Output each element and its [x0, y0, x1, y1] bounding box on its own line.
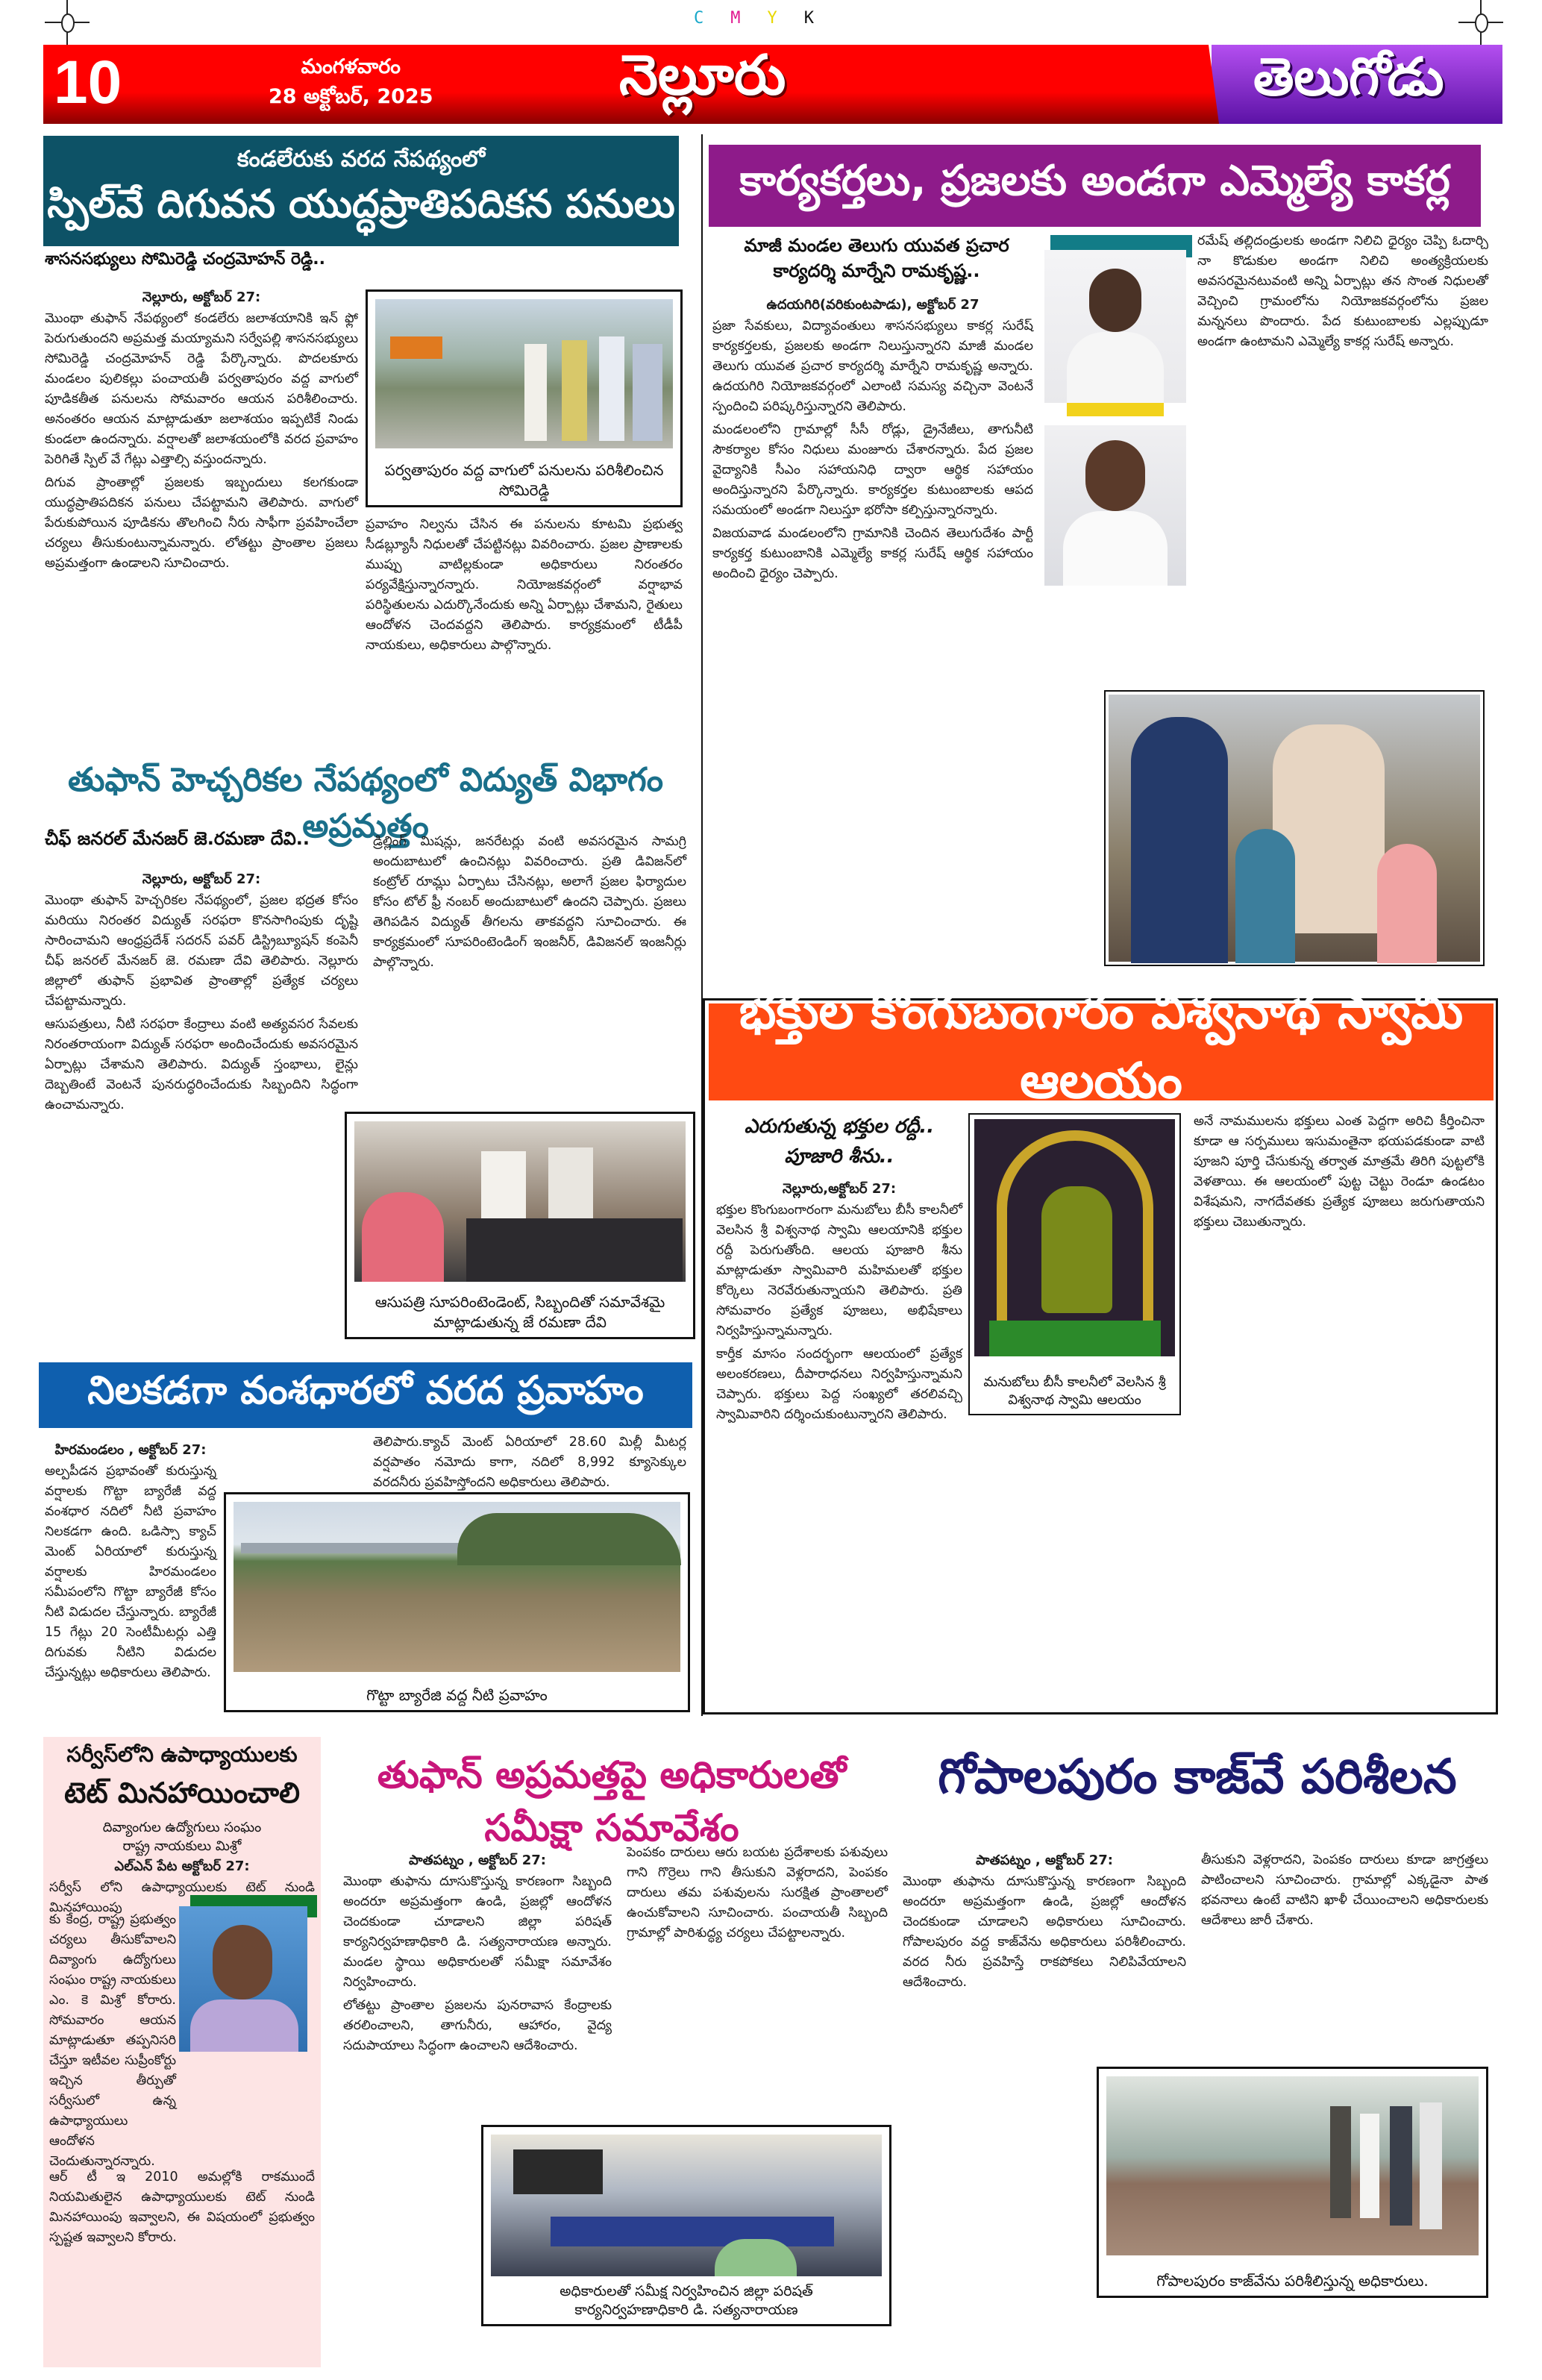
temple-subhead: [716, 1112, 962, 1171]
paragraph: మొంథా తుఫాను దూసుకొస్తున్న కారణంగా సిబ్బంది అందరూ అప్రమత్తంగా ఉండి, ప్రజల్లో ఆందోళన చెందకుండా చూడాలని జిల్లా పరిషత్ కార్యనిర్వహణాధికారి డి. సత్యనారాయణ అన్నారు. మండల స్థాయి అధికారులతో సమీక్షా సమావేశం నిర్వహించారు.: [343, 1874, 612, 1990]
table-shape: [551, 2217, 834, 2246]
paragraph: మండలంలోని గ్రామాల్లో సీసీ రోడ్లు, డ్రైనేజీలు, తాగునీటి సౌకర్యాల కోసం నిధులు మంజూరు చేశారన్నారు. పేద ప్రజల వైద్యానికి సీఎం సహాయనిధి ద్వారా ఆర్థిక సహాయం అందిస్తున్నారని పేర్కొన్నారు. కార్యకర్తల కుటుంబాలకు ఆపద సమయంలో అండగా నిలుస్తూ భరోసా కల్పిస్తున్నారన్నారు.: [712, 422, 1033, 518]
flood-photo: [224, 1492, 690, 1712]
face-shape: [213, 1925, 272, 1999]
photo-caption: మనుబోలు బీసీ కాలనీలో వెలసిన శ్రీ విశ్వనాథ స్వామి ఆలయం: [983, 1374, 1166, 1408]
temple-body-col2: [1194, 1112, 1485, 1236]
paragraph: సర్వీస్ లోని ఉపాధ్యాయులకు టెట్ నుండి మినహాయింపు: [49, 1880, 315, 1915]
barrage-image: [234, 1502, 680, 1672]
power-subhead: చీఫ్ జనరల్ మేనజర్ జె.రమణా దేవి..: [45, 828, 310, 849]
page-number: 10: [54, 48, 122, 116]
registration-mark-icon: [1458, 0, 1503, 45]
power-body-col2: [373, 832, 686, 976]
paragraph: అల్పపీడన ప్రభావంతో కురుస్తున్న వర్షాలకు గొట్టా బ్యారేజీ వద్ద వంశధార నదిలో నీటి ప్రవాహం నిలకడగా ఉంది. ఒడిస్సా క్యాచ్ మెంట్ ఏరియాలో కురుస్తున్న వర్షాలకు హిరమండలం సమీపంలోని గొట్టా బ్యారేజీ కోసం నీటి విడుదల చేస్తున్నారు. బ్యారేజీ 15 గేట్లు 20 సెంటీమీటర్లు ఎత్తి దిగువకు నీటిని విడుదల చేస్తున్నట్లు అధికారులు తెలిపారు.: [45, 1464, 216, 1680]
spillway-kicker: కండలేరుకు వరద నేపథ్యంలో: [236, 145, 486, 172]
review-body: [343, 1850, 612, 2059]
dateline: నెల్లూరు, అక్టోబర్ 27:: [142, 289, 261, 305]
paragraph: తీసుకుని వెళ్లరాదని, పెంపకం దారులు కూడా జాగ్రత్తలు పాటించాలని సూచించారు. గ్రామాల్లో ఎక్కడైనా పాత భవనాలు ఉంటే వాటిని ఖాళీ చేయించాలని అధికారులకు ఆదేశాలు జారీ చేశారు.: [1201, 1853, 1488, 1928]
dateline: పాతపట్నం , అక్టోబర్ 27:: [976, 1853, 1113, 1868]
paragraph: విజయవాడ మండలంలోని గ్రామానికి చెందిన తెలుగుదేశం పార్టీ కార్యకర్త కుటుంబానికి ఎమ్మెల్యే కాకర్ల సురేష్ ఆర్థిక సహాయం అందించి ధైర్యం చెప్పారు.: [712, 526, 1033, 581]
deity-image: [974, 1119, 1175, 1356]
dateline: ఉదయగిరి(వరికుంటపాడు), అక్టోబర్ 27: [766, 297, 980, 313]
screen-shape: [513, 2149, 603, 2194]
paragraph: మొంథా తుఫాన్ నేపథ్యంలో కండలేరు జలాశయానికి ఇన్ ఫ్లో పెరుగుతుందని అప్రమత్త మయ్యామని సర్వేపల్లి శాసనసభ్యులు సోమిరెడ్డి చంద్రమోహన్ రెడ్డి పేర్కొన్నారు. పొదలకూరు మండలం పులికల్లు పంచాయతీ పర్వతాపురం వద్ద వాగులో పూడికతీత పనులను సోమవారం ఆయన పరిశీలించారు. అనంతరం ఆయన మాట్లాడుతూ జలాశయం ఇప్పటికే నిండు కుండలా ఉందన్నారు. వర్షాలతో జలాశయంలోకి వరద ప్రవాహం పెరిగితే స్పిల్ వే గేట్లు ఎత్తాల్సి వస్తుందన్నారు.: [45, 311, 358, 467]
shirt-shape: [1063, 511, 1168, 586]
dateline: హిరమండలం , అక్టోబర్ 27:: [54, 1442, 207, 1458]
spillway-photo: [366, 289, 683, 507]
caption-line: కార్యనిర్వహణాధికారి డి. సత్యనారాయణ: [574, 2302, 798, 2318]
causeway-body-col2: [1201, 1850, 1488, 1934]
table-shape: [466, 1218, 683, 1282]
paragraph: అనే నామములను భక్తులు ఎంత పెద్దగా అరిచి కీర్తించినా కూడా ఆ సర్పములు ఇసుమంతైనా భయపడకుండా వాటి పూజని పూర్తి చేసుకున్న తర్వాత మాత్రమే తిరిగి పుట్టలోకి వెళతాయి. ఈ ఆలయంలో పుట్ట చెట్టు రెండూ ఉండటం విశేషమని, నాగదేవతకు ప్రత్యేక పూజలు జరుగుతాయని భక్తులు చెబుతున్నారు.: [1194, 1114, 1485, 1230]
dateline: పాతపట్నం , అక్టోబర్ 27:: [409, 1853, 546, 1868]
paragraph: ఆసుపత్రులు, నీటి సరఫరా కేంద్రాలు వంటి అత్యవసర సేవలకు నిరంతరాయంగా విద్యుత్ సరఫరా అందించేందుకు అవసరమైన ఏర్పాట్లు చేశామని తెలిపారు. విద్యుత్ స్తంభాలు, లైన్లు దెబ్బతింటే వెంటనే పునరుద్ధరించేందుకు సిబ్బందిని సిద్ధంగా ఉంచామన్నారు.: [45, 1017, 358, 1112]
face-shape: [1089, 269, 1141, 332]
temple-body: [716, 1179, 962, 1428]
lingam-shape: [1041, 1186, 1112, 1313]
flood-body: [45, 1440, 216, 1686]
spillway-body-col2: [366, 515, 683, 659]
temple-headline-box: [709, 983, 1494, 1109]
headline-line: సర్వీస్‌లోని ఉపాధ్యాయులకు: [66, 1742, 298, 1767]
dateline: నెల్లూరు,అక్టోబర్ 27:: [782, 1181, 897, 1197]
portrait-ramakrishna: [1044, 250, 1186, 403]
photo-caption: పర్వతాపురం వద్ద వాగులో పనులను పరిశీలించిన సోమిరెడ్డి: [384, 461, 664, 499]
flood-headline: నిలకడగా వంశధారలో వరద ప్రవాహం: [87, 1368, 644, 1413]
paragraph: రమేష్ తల్లిదండ్రులకు అండగా నిలిచి ధైర్యం చెప్పి ఓదార్చి నా కొడుకుల అండగా నిలిచి అంత్యక్రియలకు అవసరమైనటువంటి అన్ని ఏర్పాట్లు తన సొంత నిధులతో వెచ్చించి గ్రామంలోను నియోజకవర్గంలోను ప్రజల మన్ననలు పొందారు. పేద కుటుంబాలకు ఎల్లప్పుడూ అండగా ఉంటామని ఎమ్మెల్యే కాకర్ల సురేష్ అన్నారు.: [1197, 234, 1488, 349]
paragraph: కు కేంద్ర, రాష్ట్ర ప్రభుత్వం చర్యలు తీసుకోవాలని దివ్యాంగు ఉద్యోగులు సంఘం రాష్ట్ర నాయకులు ఎం. కె మిశ్రో కోరారు. సోమవారం ఆయన మాట్లాడుతూ తప్పనిసరి చేస్తూ ఇటీవల సుప్రీంకోర్టు ఇచ్చిన తీర్పుతో సర్వీసులో ఉన్న ఉపాధ్యాయులు ఆందోళన చెందుతున్నారన్నారు.: [49, 1912, 176, 2169]
temple-headline: భక్తుల కొంగుబంగారం విశ్వనాథ స్వామి ఆలయం: [739, 983, 1464, 1109]
paragraph: లోతట్టు ప్రాంతాల ప్రజలను పునరావాస కేంద్రాలకు తరలించాలని, తాగునీరు, ఆహారం, వైద్య సదుపాయాలు సిద్ధంగా ఉంచాలని ఆదేశించారు.: [343, 1998, 612, 2053]
tet-body-lower: [49, 2167, 315, 2251]
spillway-headline-box: [43, 136, 679, 246]
paragraph: ప్రవాహం నిల్వను చేసిన ఈ పనులను కూటమి ప్రభుత్వ సీడబ్ల్యూసీ నిధులతో చేపట్టినట్లు వివరించారు. ప్రజల ప్రాణాలకు ముప్పు వాటిల్లకుండా అధికారులు నిరంతరం పర్యవేక్షిస్తున్నారన్నారు. నియోజకవర్గంలో వర్షాభావ పరిస్థితులను ఎదుర్కొనేందుకు అన్ని ఏర్పాట్లు చేశామని, రైతులు ఆందోళన చెందవద్దని తెలిపారు. కార్యక్రమంలో టీడీపీ నాయకులు, అధికారులు పాల్గొన్నారు.: [366, 517, 683, 653]
flood-headline-box: [39, 1362, 692, 1428]
cmyk-marks: CMYK: [694, 9, 841, 28]
paragraph: తెలిపారు.క్యాచ్ మెంట్ ఏరియాలో 28.60 మిల్లీ మీటర్ల వర్షపాతం నమోదు కాగా, నదిలో 8,992 క్యూసెక్కుల వరదనీరు ప్రవహిస్తోందని అధికారులు తెలిపారు.: [373, 1435, 686, 1490]
person-shape: [633, 344, 662, 441]
face-shape: [1085, 440, 1145, 511]
paragraph: కార్తీక మాసం సందర్భంగా ఆలయంలో ప్రత్యేక అలంకరణలు, దీపారాధనలు నిర్వహిస్తున్నామని చెప్పారు. భక్తులు పెద్ద సంఖ్యలో తరలివచ్చి స్వామివారిని దర్శించుకుంటున్నారని తెలిపారు.: [716, 1347, 962, 1422]
causeway-photo: [1097, 2067, 1488, 2298]
excavator-shape: [390, 336, 442, 359]
registration-mark-icon: [45, 0, 90, 45]
person-shape: [1131, 717, 1228, 963]
paragraph: భక్తుల కొంగుబంగారంగా మనుబోలు బీసీ కాలనీలో వెలసిన శ్రీ విశ్వనాథ స్వామి ఆలయానికి భక్తుల రద్దీ పెరుగుతోంది. ఆలయ పూజారి శీను మాట్లాడుతూ స్వామివారి మహిమలతో భక్తుల కోర్కెలు నెరవేరుతున్నాయని తెలిపారు. ప్రతి సోమవారం ప్రత్యేక పూజలు, అభిషేకాలు నిర్వహిస్తున్నామన్నారు.: [716, 1203, 962, 1338]
newspaper-logo: తెలుగోడు: [1253, 46, 1444, 107]
child-shape: [1377, 844, 1437, 963]
shirt-shape: [190, 1999, 298, 2052]
subhead-line: దివ్యాంగుల ఉద్యోగులు సంఘం: [102, 1820, 262, 1835]
review-body-col2: [627, 1843, 888, 1947]
review-photo: [481, 2125, 891, 2326]
person-shape: [1390, 2106, 1412, 2226]
person-shape: [1330, 2106, 1351, 2218]
person-shape: [562, 340, 587, 441]
spillway-headline: స్పిల్‌వే దిగువన యుద్ధప్రాతిపదికన పనులు: [47, 181, 675, 227]
shirt-shape: [1067, 332, 1164, 416]
paragraph: ఆర్ టీ ఇ 2010 అమల్లోకి రాకముందే నియమితులైన ఉపాధ్యాయులకు టెట్ నుండి మినహాయింపు ఇవ్వాలని, ఈ విషయంలో ప్రభుత్వం స్పష్టత ఇవ్వాలని కోరారు.: [49, 2170, 315, 2245]
portrait-second-person: [1044, 425, 1186, 586]
person-shape: [548, 1147, 593, 1218]
paragraph: పెంపకం దారులు ఆరు బయట ప్రదేశాలకు పశువులు గాని గొర్రెలు గాని తీసుకుని వెళ్లరాదని, పెంపకం దారులు తమ పశువులను సురక్షిత ప్రాంతాలలో ఉంచుకోవాలని సూచించారు. పంచాయతీ సిబ్బంది గ్రామాల్లో పారిశుద్ధ్య చర్యలు చేపట్టాలన్నారు.: [627, 1845, 888, 1941]
paragraph: మొంథా తుఫాను దూసుకొస్తున్న కారణంగా సిబ్బంది అందరూ అప్రమత్తంగా ఉండి, ప్రజల్లో ఆందోళన చెందకుండా చూడాలని అధికారులు సూచించారు. గోపాలపురం వద్ద కాజ్‌వేను అధికారులు పరిశీలించారు. వరద నీరు ప్రవహిస్తే రాకపోకలు నిలిపివేయాలని ఆదేశించారు.: [903, 1874, 1186, 1990]
person-shape: [524, 344, 547, 441]
weekday: మంగళవారం: [301, 55, 401, 78]
photo-caption: [488, 2282, 885, 2320]
photo-caption: గోపాలపురం కాజ్‌వేను పరిశీలిస్తున్న అధికారులు.: [1156, 2272, 1429, 2290]
person-shape: [1360, 2114, 1379, 2218]
child-shape: [1235, 829, 1295, 963]
hill-shape: [457, 1513, 681, 1565]
mla-headline-box: [709, 145, 1481, 227]
family-photo: [1104, 690, 1485, 966]
person-shape: [599, 336, 624, 441]
temple-photo: [968, 1113, 1181, 1415]
paragraph: దిగువ ప్రాంతాల్లో ప్రజలకు ఇబ్బందులు కలగకుండా యుద్ధప్రాతిపదికన పనులు చేపట్టామని తెలిపారు. వాగులో పేరుకుపోయిన పూడికను తొలగించి నీరు సాఫీగా ప్రవహించేలా చర్యలు తీసుకుంటున్నామన్నారు. లోతట్టు ప్రాంతాల ప్రజలు అప్రమత్తంగా ఉండాలని సూచించారు.: [45, 475, 358, 571]
paragraph: మొంథా తుఫాన్ హెచ్చరికల నేపథ్యంలో, ప్రజల భద్రత కోసం మరియు నిరంతర విద్యుత్ సరఫరా కొనసాగింపుకు దృష్టి సారించామని ఆంధ్రప్రదేశ్ సదరన్ పవర్ డిస్ట్రిబ్యూషన్ కంపెనీ చీఫ్ జనరల్ మేనజర్ జె. రమణా దేవి తెలిపారు. నెల్లూరు జిల్లాలో తుఫాన్ ప్రభావిత ప్రాంతాల్లో ప్రత్యేక చర్యలు చేపట్టామన్నారు.: [45, 893, 358, 1009]
tet-body-col: [49, 1910, 176, 2175]
mla-body-col2: [1197, 231, 1488, 355]
spillway-subhead: శాసనసభ్యులు సోమిరెడ్డి చంద్రమోహన్ రెడ్డి..: [45, 250, 325, 269]
mla-headline: కార్యకర్తలు, ప్రజలకు అండగా ఎమ్మెల్యే కాకర్ల: [739, 156, 1450, 205]
headline-line: టెట్ మినహాయించాలి: [64, 1776, 300, 1809]
power-headline: తుఫాన్ హెచ్చరికల నేపథ్యంలో విద్యుత్ విభాగం అప్రమత్తం: [67, 761, 664, 845]
dateline: ఎల్‌ఎన్ పేట అక్టోబర్ 27:: [114, 1858, 250, 1874]
paragraph: డ్రిల్లింగ్ మిషన్లు, జనరేటర్లు వంటి అవసరమైన సామగ్రి అందుబాటులో ఉంచినట్లు వివరించారు. ప్రతి డివిజన్‌లో కంట్రోల్ రూమ్లు ఏర్పాటు చేసినట్లు, అలాగే ప్రజల ఫిర్యాదుల కోసం టోల్ ఫ్రీ నంబర్ అందుబాటులో ఉందని చెప్పారు. ప్రజలు తెగిపడిన విద్యుత్ తీగలను తాకవద్దని సూచించారు. ఈ కార్యక్రమంలో సూపరింటెండింగ్ ఇంజనీర్, డివిజనల్ ఇంజనీర్లు పాల్గొన్నారు.: [373, 834, 686, 970]
person-shape: [1420, 2102, 1442, 2229]
edition-title: నెల్లూరు: [619, 43, 786, 107]
causeway-image: [1106, 2076, 1479, 2255]
photo-caption: ఆసుపత్రి సూపరింటెండెంట్, సిబ్బందితో సమావేశమై మాట్లాడుతున్న జే రమణా దేవి: [374, 1293, 665, 1331]
caption-line: అధికారులతో సమీక్ష నిర్వహించిన జిల్లా పరిషత్: [560, 2283, 813, 2299]
power-body: [45, 869, 358, 1118]
dateline: నెల్లూరు, అక్టోబర్ 27:: [142, 871, 261, 887]
photo-caption: గొట్టా బ్యారేజి వద్ద నీటి ప్రవాహం: [366, 1686, 548, 1704]
causeway-headline: గోపాలపురం కాజ్‌వే పరిశీలన: [938, 1750, 1457, 1805]
power-photo: [345, 1112, 695, 1339]
person-shape: [715, 2239, 797, 2276]
meeting-image: [354, 1121, 686, 1282]
flood-body-col2: [373, 1432, 686, 1496]
review-headline: తుఫాన్ అప్రమత్తపై అధికారులతో సమీక్షా సమావేశం: [377, 1753, 847, 1850]
tet-headline: [43, 1742, 321, 1857]
person-shape: [362, 1192, 444, 1282]
date: 28 అక్టోబర్, 2025: [269, 85, 433, 108]
mla-subhead: మాజీ మండల తెలుగు యువత ప్రచార కార్యదర్శి మార్నేని రామకృష్ణ..: [744, 235, 1009, 281]
causeway-body: [903, 1850, 1186, 1996]
mla-body: [712, 295, 1033, 587]
subhead-line: ఎరుగుతున్న భక్తుల రద్దీ..: [744, 1115, 935, 1138]
portrait-mishro: [179, 1906, 307, 2052]
family-image: [1109, 695, 1480, 962]
paragraph: ప్రజా సేవకులు, విద్యావంతులు శాసనసభ్యులు కాకర్ల సురేష్ కార్యకర్తలకు, ప్రజలకు అండగా నిలుస్తున్నారని మాజీ మండల తెలుగు యువత ప్రచార కార్యదర్శి మార్నేని రామకృష్ణ అన్నారు. ఉదయగిరి నియోజకవర్గంలో ఎలాంటి సమస్య వచ్చినా వెంటనే స్పందించి పరిష్కరిస్తున్నారని తెలిపారు.: [712, 319, 1033, 414]
barrage-shape: [241, 1543, 465, 1553]
subhead-line: రాష్ట్ర నాయకులు మిశ్రో: [122, 1838, 242, 1854]
issue-date: [269, 52, 433, 112]
person-shape: [481, 1151, 526, 1218]
leaves-shape: [989, 1321, 1161, 1356]
spillway-body: [45, 287, 358, 577]
review-meeting-image: [491, 2135, 882, 2276]
excavator-river-image: [375, 299, 673, 448]
subhead-line: పూజారి శీను..: [784, 1145, 894, 1168]
